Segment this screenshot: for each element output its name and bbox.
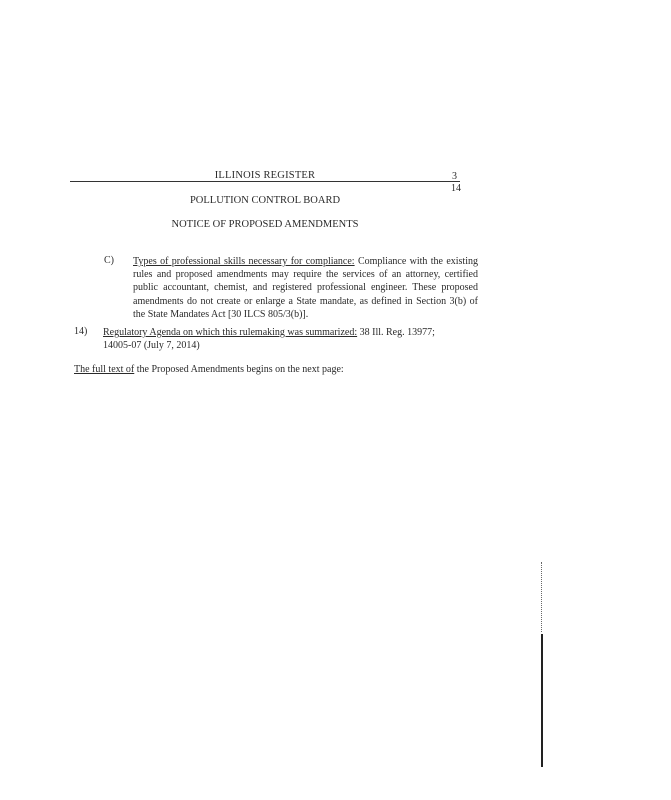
notice-title: NOTICE OF PROPOSED AMENDMENTS: [171, 219, 359, 230]
item-c-paragraph: [133, 255, 478, 321]
scan-edge-dotted: [541, 562, 543, 632]
issue-number: 14: [451, 183, 461, 194]
item-c-body: Compliance with the existing rules and proposed amendments may require the services of an attorney, certified public accountant, chemist, and registered professional engineer. These proposed amendments do not create or enlarge a State mandate, as defined in Section 3(b) of the State Mandates Act [30 ILCS 805/3(b)].: [133, 256, 478, 320]
scan-edge-solid: [541, 634, 543, 767]
item-14-label: 14): [74, 326, 88, 337]
full-text-rest: the Proposed Amendments begins on the next page:: [134, 364, 344, 375]
agency-name: POLLUTION CONTROL BOARD: [189, 195, 341, 206]
item-c-label: C): [104, 255, 114, 266]
scan-edge-mark: [541, 562, 543, 767]
item-14-heading: Regulatory Agenda on which this rulemaking was summarized:: [103, 327, 358, 338]
register-title: ILLINOIS REGISTER: [214, 170, 316, 181]
item-14-body: 38 Ill. Reg. 13977; 14005-07 (July 7, 2014): [103, 327, 435, 352]
header-rule: [70, 181, 460, 182]
full-text-notice: [74, 364, 454, 375]
full-text-lead: The full text of: [74, 364, 135, 375]
item-c-heading: Types of professional skills necessary for compliance:: [133, 256, 355, 267]
volume-number: 3: [452, 171, 457, 182]
item-14-paragraph: [103, 326, 463, 352]
